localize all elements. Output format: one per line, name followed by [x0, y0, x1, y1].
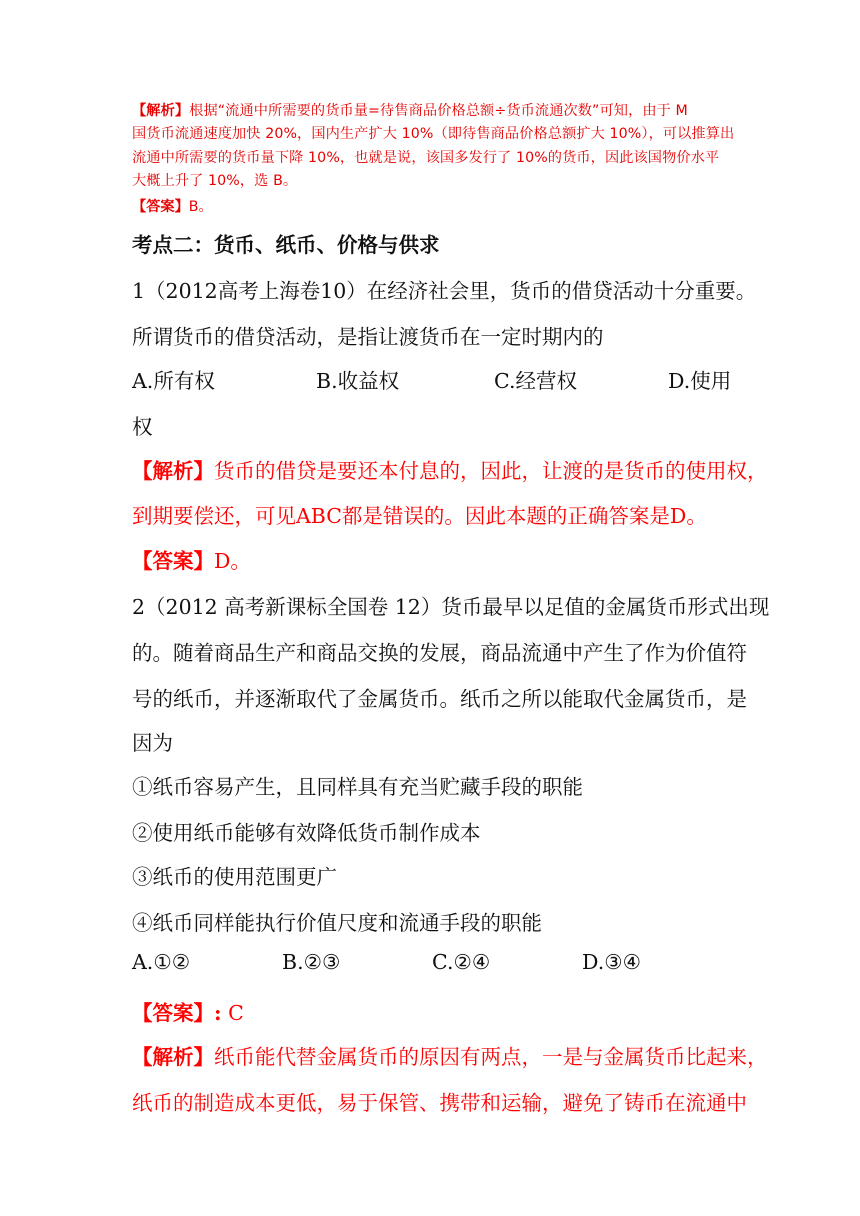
q1-option-c: C.经营权 — [494, 369, 577, 393]
q2-stem-line-3: 号的纸币，并逐渐取代了金属货币。纸币之所以能取代金属货币，是 — [132, 687, 747, 711]
q1-analysis-line-1: 【解析】货币的借贷是要还本付息的，因此，让渡的是货币的使用权， — [132, 459, 768, 483]
image-answer: 【答案】B。 — [132, 199, 213, 215]
q2-option-c: C.②④ — [432, 950, 491, 974]
q2-analysis-line-2: 纸币的制造成本更低，易于保管、携带和运输，避免了铸币在流通中 — [132, 1091, 747, 1115]
pasted-analysis-image — [132, 100, 768, 194]
q2-option-b: B.②③ — [282, 950, 341, 974]
section-title: 考点二：货币、纸币、价格与供求 — [132, 233, 440, 257]
q2-item-3: ③纸币的使用范围更广 — [132, 865, 337, 889]
q2-item-4: ④纸币同样能执行价值尺度和流通手段的职能 — [132, 911, 542, 935]
q1-option-b: B.收益权 — [316, 369, 400, 393]
q1-stem-line-1: 1（2012高考上海卷10）在经济社会里，货币的借贷活动十分重要。 — [132, 279, 757, 303]
q2-item-2: ②使用纸币能够有效降低货币制作成本 — [132, 821, 481, 845]
q2-item-1: ①纸币容易产生，且同样具有充当贮藏手段的职能 — [132, 775, 583, 799]
image-line-3: 流通中所需要的货币量下降 10%，也就是说，该国多发行了 10%的货币，因此该国物价水平 — [132, 149, 720, 166]
q2-analysis-line-1: 【解析】纸币能代替金属货币的原因有两点，一是与金属货币比起来， — [132, 1045, 768, 1069]
q2-stem-line-2: 的。随着商品生产和商品交换的发展，商品流通中产生了作为价值符 — [132, 641, 747, 665]
image-line-2: 国货币流通速度加快 20%，国内生产扩大 10%（即待售商品价格总额扩大 10%），可以推算出 — [132, 126, 735, 143]
q1-answer: 【答案】D。 — [132, 549, 251, 573]
q1-option-d-wrap: 权 — [132, 415, 153, 439]
image-line-1: 【解析】根据“流通中所需要的货币量=待售商品价格总额÷货币流通次数”可知，由于 M — [132, 103, 688, 119]
q1-option-d: D.使用 — [668, 369, 732, 393]
image-line-4: 大概上升了 10%，选 B。 — [132, 173, 298, 190]
q2-stem-line-1: 2（2012 高考新课标全国卷 12）货币最早以足值的金属货币形式出现 — [132, 595, 770, 619]
q1-analysis-line-2: 到期要偿还，可见ABC都是错误的。因此本题的正确答案是D。 — [132, 504, 707, 528]
q2-option-a: A.①② — [132, 950, 191, 974]
q1-stem-line-2: 所谓货币的借贷活动，是指让渡货币在一定时期内的 — [132, 325, 604, 349]
q2-answer: 【答案】: C — [132, 1001, 244, 1025]
q1-option-a: A.所有权 — [132, 369, 215, 393]
q2-stem-line-4: 因为 — [132, 731, 173, 755]
q2-option-d: D.③④ — [582, 950, 641, 974]
